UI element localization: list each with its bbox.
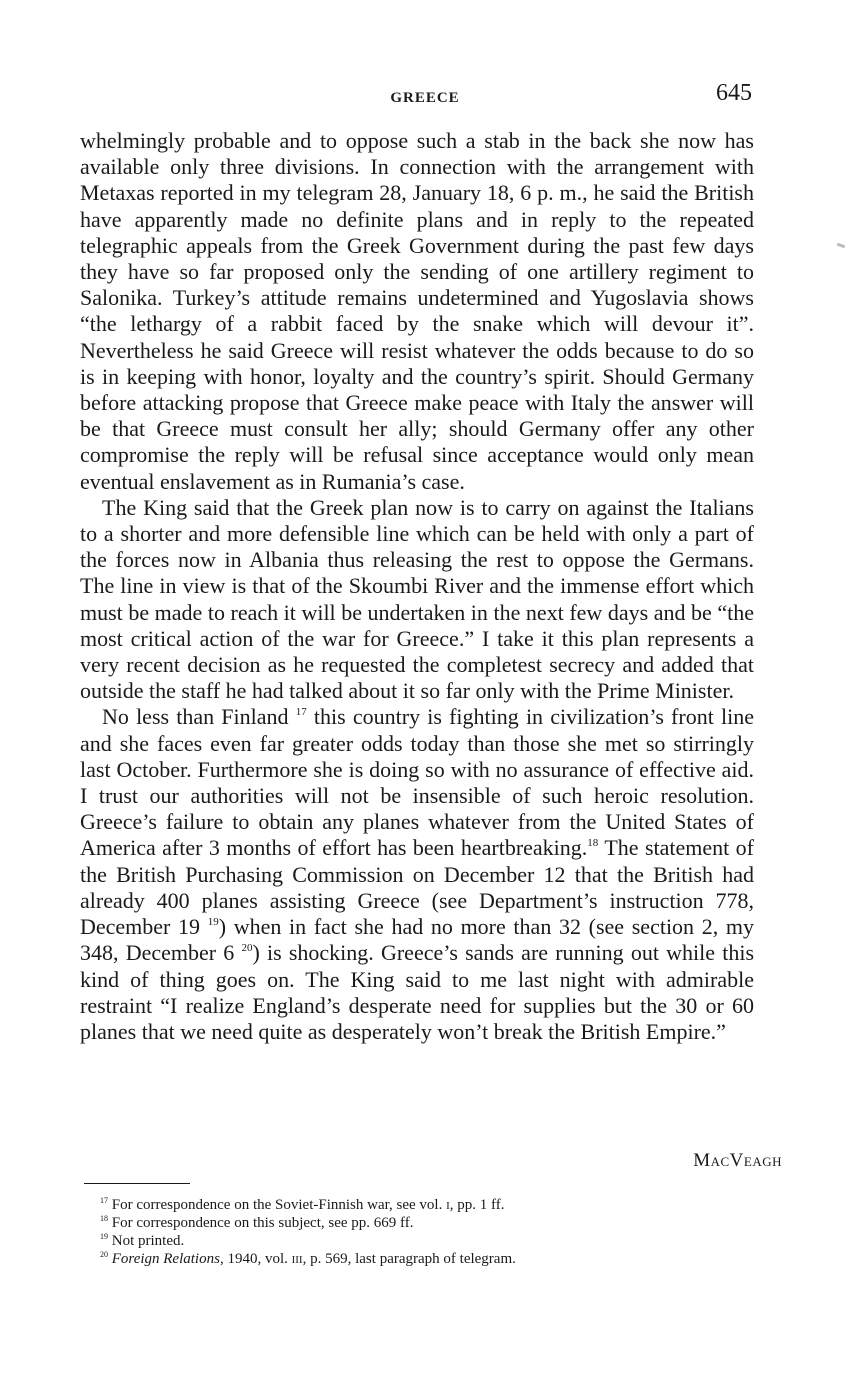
paragraph-3 <box>80 704 754 1045</box>
footnote-text: Not printed. <box>111 1233 185 1249</box>
footnote-volume: iii <box>291 1251 303 1267</box>
footnote-ref-18[interactable]: 18 <box>587 837 599 850</box>
footnote-number: 20 <box>100 1250 108 1259</box>
body-text <box>80 128 754 1045</box>
paragraph-3-text: this country is fighting in civilization’s front line and she faces even far greater odds today than those she met so stirringly last October. Furthermore she is doing so with no assurance of effective aid. I trust our authorities will not be insensible of such heroic resolution. Greece’s failure to obtain any planes whatever from the United States of America after 3 months of effort has been heartbreaking. <box>80 704 754 861</box>
footnote-volume: i <box>446 1197 450 1213</box>
footnote-text: , 1940, vol. <box>219 1251 288 1267</box>
footnote-citation-title: Foreign Relations <box>111 1251 220 1267</box>
paragraph-2: The King said that the Greek plan now is to carry on against the Italians to a shorter and more defensible line which can be held with only a part of the forces now in Albania thus releasing the rest to oppose the Germans. The line in view is that of the Skoumbi River and the immense effort which must be made to reach it will be undertaken in the next few days and be “the most critical action of the war for Greece.” I take it this plan represents a very recent decision as he requested the completest secrecy and added that outside the staff he had talked about it so far only with the Prime Minister. <box>80 494 754 704</box>
paragraph-1: whelmingly probable and to oppose such a stab in the back she now has available only three divisions. In connection with the arrangement with Metaxas reported in my telegram 28, January 18, 6 p. m., he said the British have apparently made no definite plans and in reply to the repeated telegraphic appeals from the Greek Government during the past few days they have so far proposed only the sending of one artillery regiment to Salonika. Turkey’s attitude remains undetermined and Yugoslavia shows “the lethargy of a rabbit faced by the snake which will devour it”. Nevertheless he said Greece will resist whatever the odds because to do so is in keeping with honor, loyalty and the country’s spirit. Should Germany before attacking propose that Greece make peace with Italy the answer will be that Greece must consult her ally; should Germany offer any other compromise the reply will be refusal since acceptance would only mean eventual enslavement as in Rumania’s case. <box>80 128 754 494</box>
footnote-text: For correspondence on the Soviet-Finnish war, see vol. <box>111 1197 443 1213</box>
footnote-ref-19[interactable]: 19 <box>207 916 219 929</box>
footnote-number: 18 <box>100 1214 108 1223</box>
footnote-number: 17 <box>100 1196 108 1205</box>
footnote-ref-17[interactable]: 17 <box>295 706 307 719</box>
footnotes <box>100 1196 740 1268</box>
running-head-title: GREECE <box>390 90 460 106</box>
paragraph-3-text: ) when in fact she had no more than 32 (see section 2, my 348, December 6 <box>80 914 755 966</box>
paragraph-3-text: No less than Finland <box>102 704 289 730</box>
footnote-number: 19 <box>100 1232 108 1241</box>
footnote-20 <box>100 1250 740 1268</box>
footnote-divider <box>84 1183 190 1184</box>
footnote-19 <box>100 1232 740 1250</box>
paragraph-3-text: ) is shocking. Greece’s sands are running out while this kind of thing goes on. The King said to me last night with admirable restraint “I realize England’s desperate need for supplies but the 30 or 60 planes that we need quite as desperately won’t break the British Empire.” <box>80 940 755 1044</box>
footnote-17 <box>100 1196 740 1214</box>
footnote-text: , pp. 1 ff. <box>449 1197 505 1213</box>
paragraph-3-text: The statement of the British Purchasing Commission on December 12 that the British had already 400 planes assisting Greece (see Department’s instruction 778, December 19 <box>80 835 755 940</box>
page-number: 645 <box>716 80 752 106</box>
footnote-text: , p. 569, last paragraph of telegram. <box>302 1251 516 1267</box>
footnote-ref-20[interactable]: 20 <box>241 942 253 955</box>
footnote-text: For correspondence on this subject, see pp. 669 ff. <box>111 1215 414 1231</box>
margin-mark <box>837 243 846 249</box>
footnote-18 <box>100 1214 740 1232</box>
signature: MacVeagh <box>693 1150 782 1171</box>
